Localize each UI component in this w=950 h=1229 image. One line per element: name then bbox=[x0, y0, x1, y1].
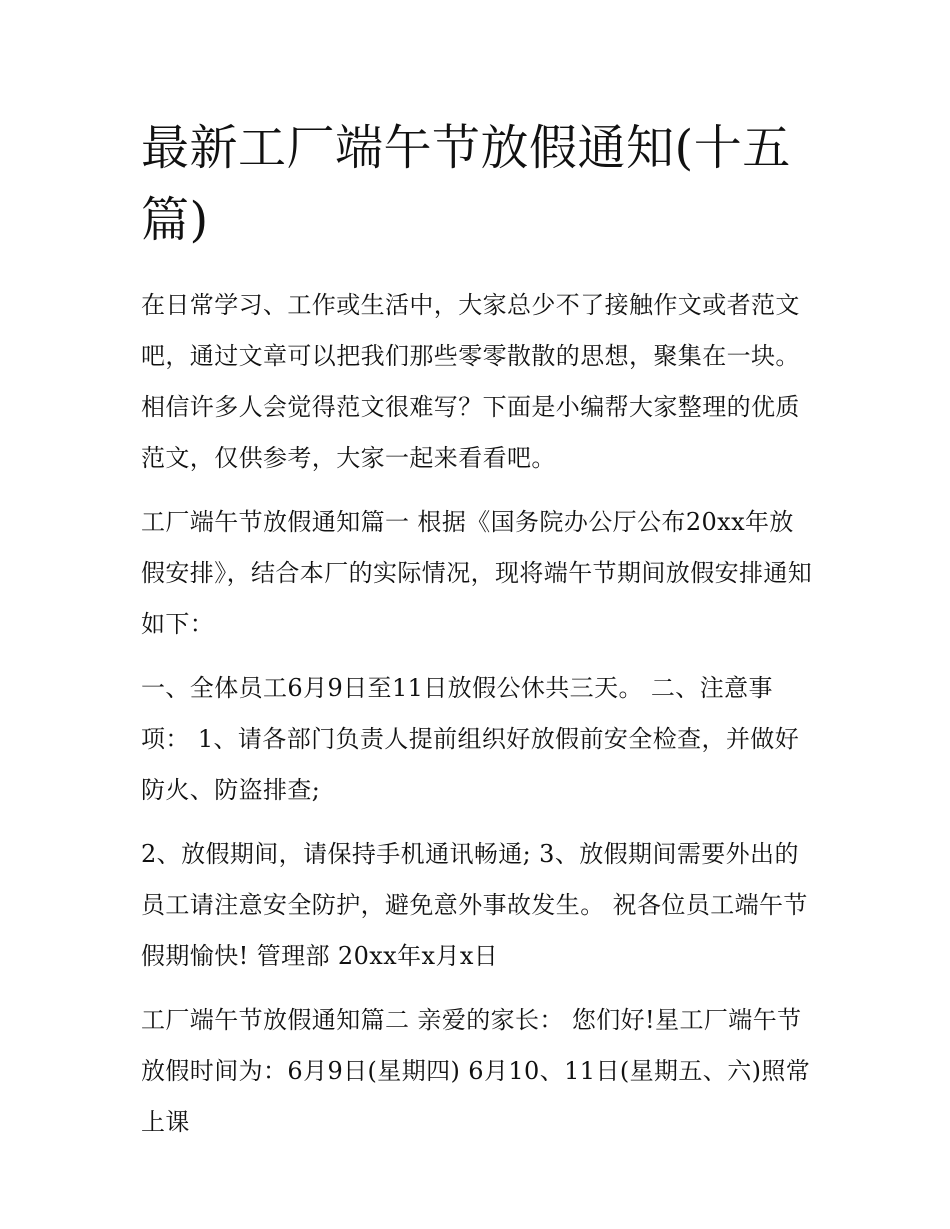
notice-1-schedule-paragraph: 一、全体员工6月9日至11日放假公休共三天。 二、注意事项： 1、请各部门负责人提前组织好放假前安全检查，并做好防火、防盗排查; bbox=[141, 674, 800, 804]
notice-2-paragraph: 工厂端午节放假通知篇二 亲爱的家长： 您们好!星工厂端午节放假时间为：6月9日(星期四) 6月10、11日(星期五、六)照常上课 bbox=[141, 1006, 811, 1136]
notice-1-closing-paragraph: 2、放假期间，请保持手机通讯畅通; 3、放假期间需要外出的员工请注意安全防护，避免意外事故发生。 祝各位员工端午节假期愉快! 管理部 20xx年x月x日 bbox=[141, 840, 808, 970]
intro-paragraph: 在日常学习、工作或生活中，大家总少不了接触作文或者范文吧，通过文章可以把我们那些零零散散的思想，聚集在一块。相信许多人会觉得范文很难写？下面是小编帮大家整理的优质范文，仅供参考，大家一起来看看吧。 bbox=[141, 291, 800, 472]
notice-1-intro-paragraph: 工厂端午节放假通知篇一 根据《国务院办公厅公布20xx年放假安排》，结合本厂的实际情况，现将端午节期间放假安排通知如下： bbox=[141, 508, 813, 638]
document-title: 最新工厂端午节放假通知(十五篇) bbox=[141, 120, 791, 248]
document-body bbox=[141, 112, 813, 1148]
